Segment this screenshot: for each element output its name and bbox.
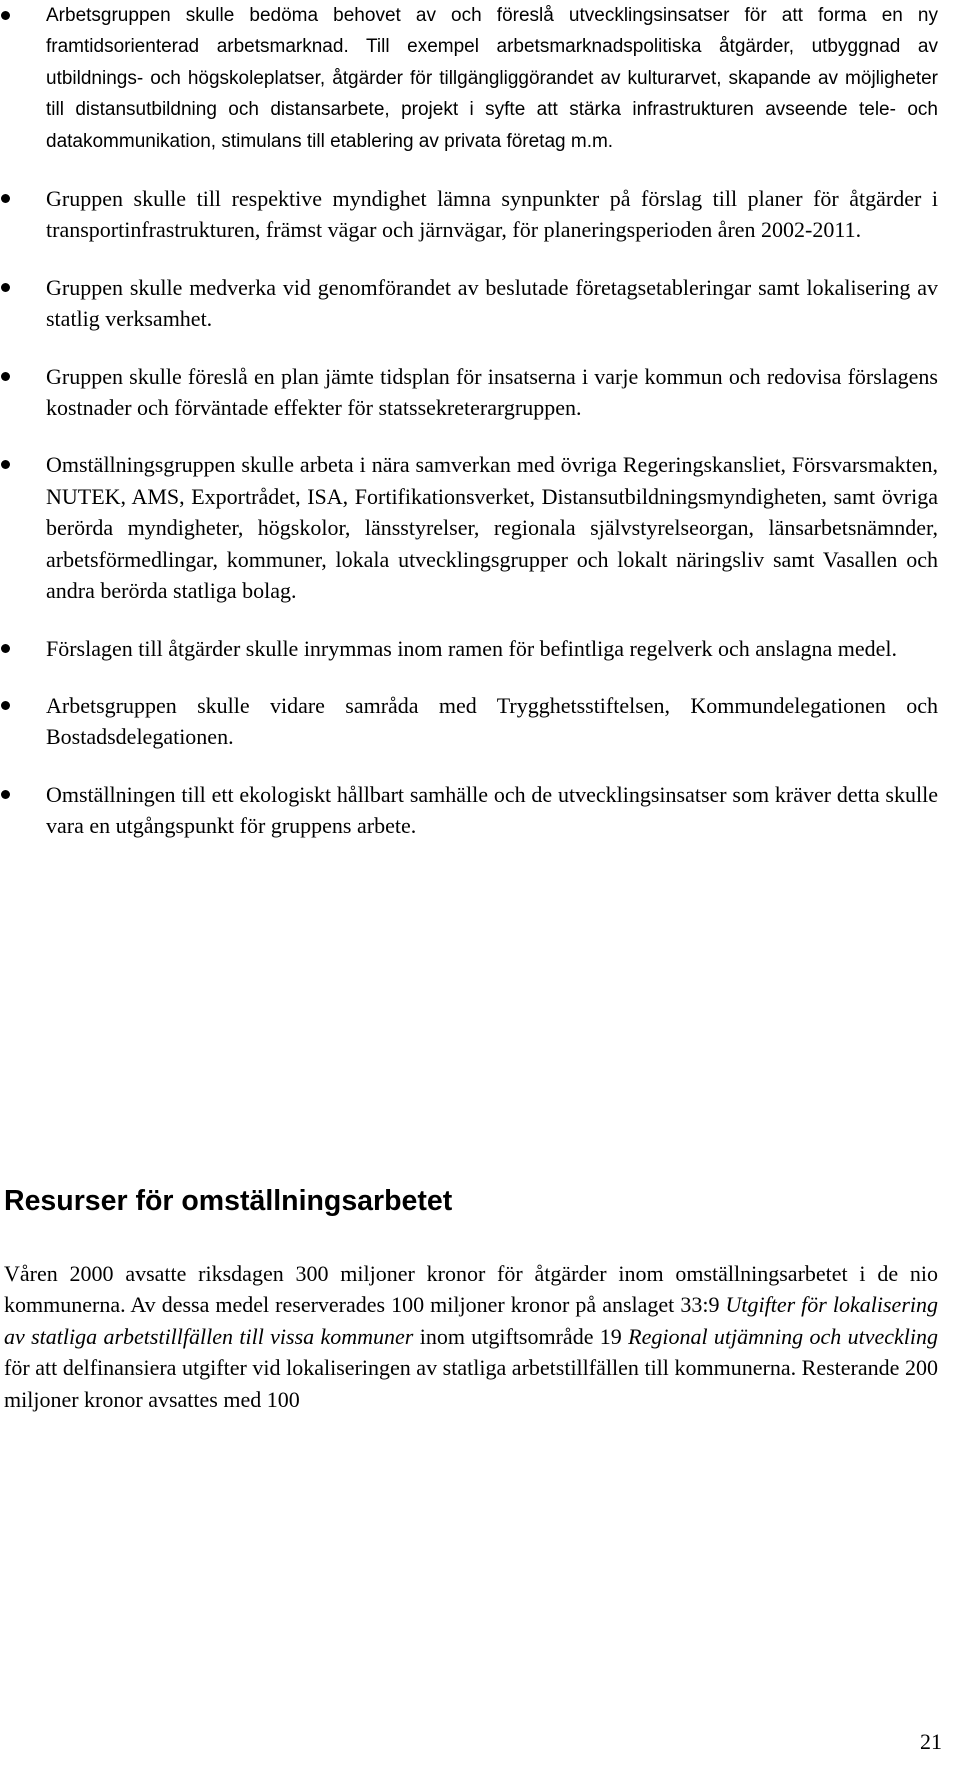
paragraph-italic-text: Regional utjämning och utveckling	[628, 1323, 938, 1349]
list-item: Gruppen skulle till respektive myndighet lämna synpunkter på förslag till planer för åtgärder i transportinfrastrukturen, främst vägar och järnvägar, för planeringsperioden åren 2002‑2011.	[0, 183, 938, 246]
paragraph-text: Våren 2000 avsatte riksdagen 300 miljoner kronor för åtgärder inom omställningsarbetet i de nio kommunerna. Av dessa medel reserverades 100 miljoner kronor på anslaget 33:9	[4, 1261, 938, 1318]
list-item: Gruppen skulle medverka vid genomförandet av beslutade företagsetableringar samt lokalisering av statlig verksamhet.	[0, 272, 938, 335]
list-item: Arbetsgruppen skulle bedöma behovet av och föreslå utvecklingsinsatser för att forma en ny framtidsorienterad arbetsmarknad. Till exempel arbetsmarknadspolitiska åtgärder, utbyggnad av utbildnings- och högskoleplatser, åtgärder för tillgängliggörandet av kulturarvet, skapande av möjligheter till distansutbildning och distansarbete, projekt i syfte att stärka infrastrukturen avseende tele- och datakommunikation, stimulans till etablering av privata företag m.m.	[0, 0, 938, 157]
list-item: Förslagen till åtgärder skulle inrymmas inom ramen för befintliga regelverk och anslagna medel.	[0, 633, 938, 664]
paragraph-text: för att delfinansiera utgifter vid lokaliseringen av statliga arbetstillfällen till kommunerna. Resterande 200 miljoner kronor avsattes med 100	[4, 1355, 938, 1412]
body-paragraph	[4, 1258, 938, 1415]
paragraph-italic-text: Utgifter för lokalisering av statliga arbetstillfällen till vissa kommuner	[4, 1292, 938, 1349]
page-number: 21	[920, 1729, 942, 1754]
paragraph-text: inom utgiftsområde 19	[413, 1323, 629, 1349]
bullet-list	[0, 0, 960, 868]
list-item: Omställningen till ett ekologiskt hållbart samhälle och de utvecklingsinsatser som kräver detta skulle vara en utgångspunkt för gruppens arbete.	[0, 779, 938, 842]
list-item: Gruppen skulle föreslå en plan jämte tidsplan för insatserna i varje kommun och redovisa förslagens kostnader och förväntade effekter för statssekreterargruppen.	[0, 361, 938, 424]
list-item: Arbetsgruppen skulle vidare samråda med Trygghetsstiftelsen, Kommundelegationen och Bostadsdelegationen.	[0, 690, 938, 753]
section-heading: Resurser för omställningsarbetet	[4, 1185, 453, 1217]
list-item: Omställningsgruppen skulle arbeta i nära samverkan med övriga Regeringskansliet, Försvarsmakten, NUTEK, AMS, Exportrådet, ISA, Fortifikationsverket, Distansutbildningsmyndigheten, samt övriga berörda myndigheter, högskolor, länsstyrelser, regionala självstyrelseorgan, länsarbetsnämnder, arbetsförmedlingar, kommuner, lokala utvecklingsgrupper och lokalt näringsliv samt Vasallen och andra berörda statliga bolag.	[0, 449, 938, 606]
